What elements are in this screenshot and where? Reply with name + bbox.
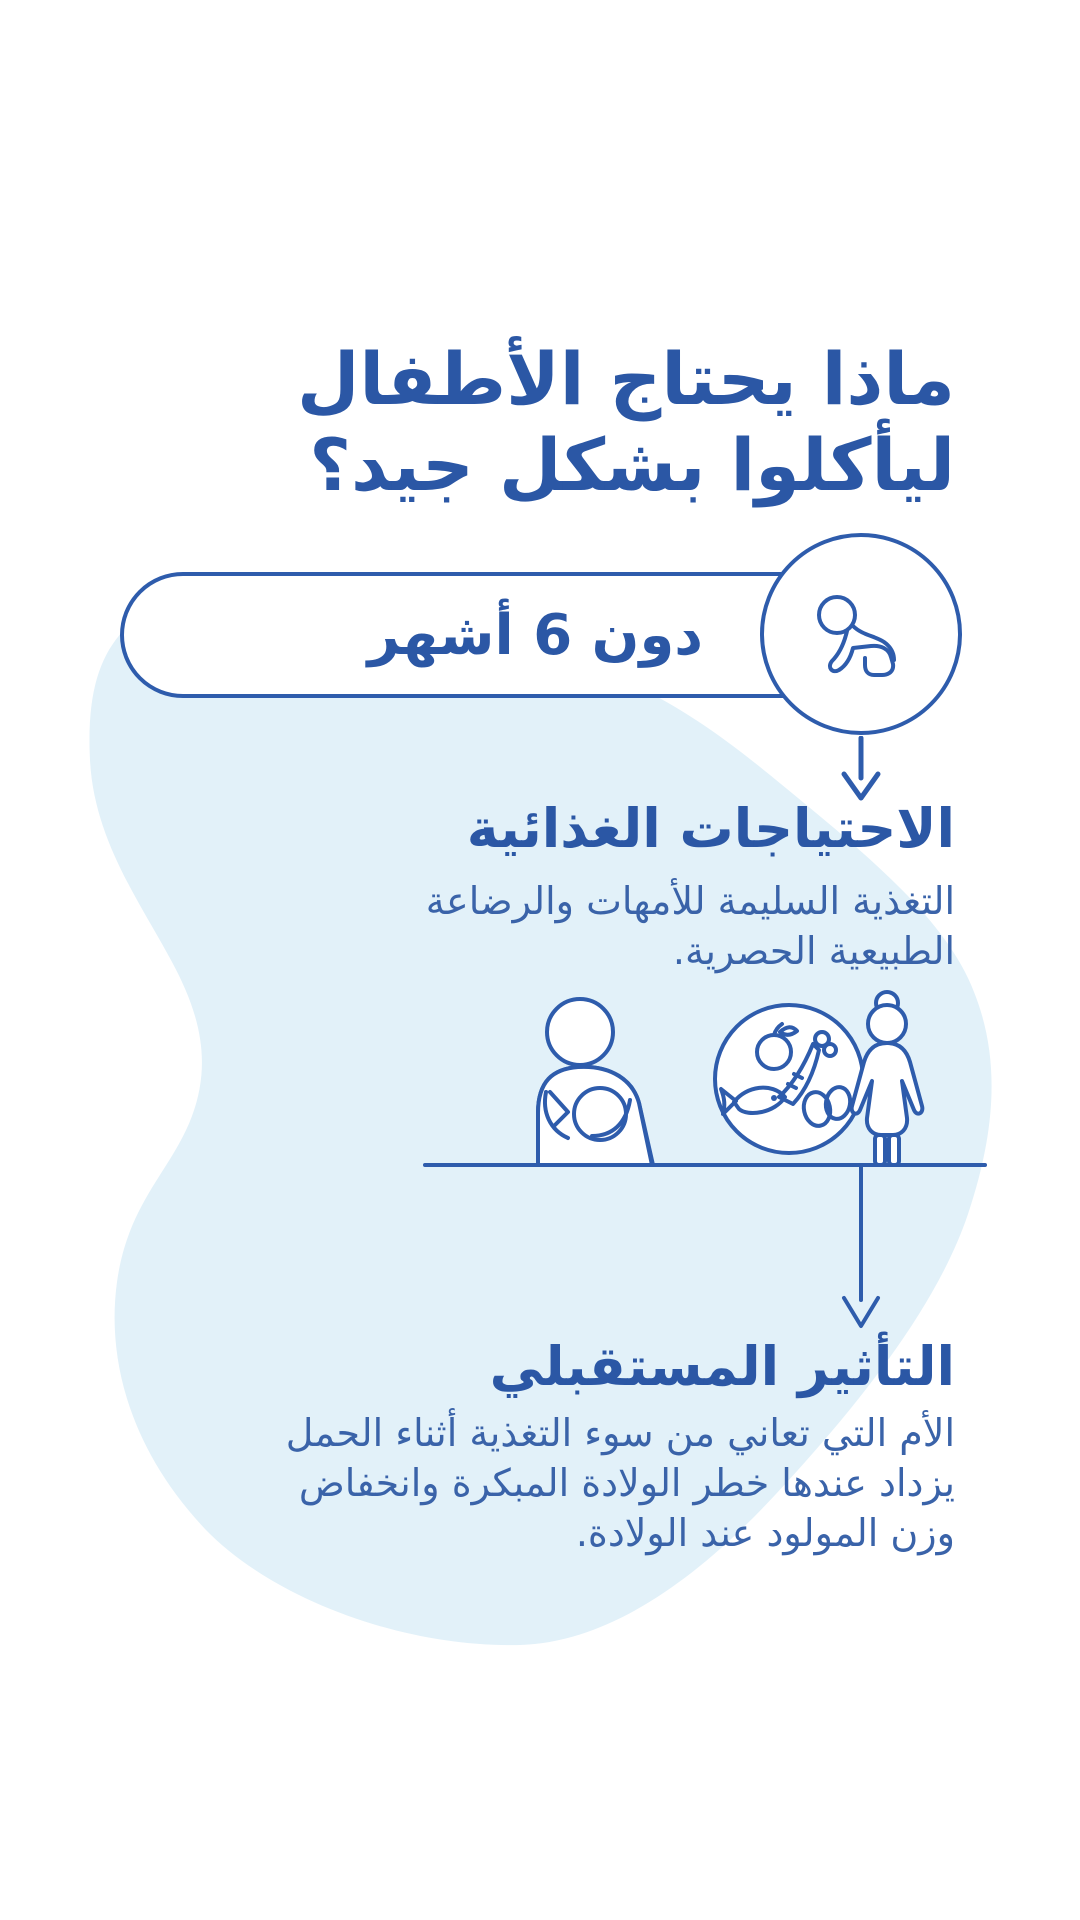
woman-icon	[852, 992, 923, 1165]
section-body-nutritional-needs: التغذية السليمة للأمهات والرضاعة الطبيعية الحصرية.	[425, 879, 955, 973]
age-group-pill	[120, 572, 862, 698]
down-arrow-icon	[844, 1167, 878, 1326]
page-title: ماذا يحتاج الأطفال ليأكلوا بشكل جيد؟	[296, 337, 955, 507]
section-body-future-impact: الأم التي تعاني من سوء التغذية أثناء الحمل يزداد عندها خطر الولادة المبكرة وانخفاض وزن المولود عند الولادة.	[285, 1411, 955, 1555]
food-plate-icon	[715, 1005, 863, 1153]
section-illustration	[0, 960, 1080, 1380]
breastfeeding-mother-icon	[538, 999, 653, 1165]
section-heading-nutritional-needs: الاحتياجات الغذائية	[466, 797, 955, 860]
age-group-circle-badge	[760, 533, 962, 735]
section-heading-future-impact: التأثير المستقبلي	[489, 1335, 955, 1398]
baby-crawling-icon	[781, 554, 941, 714]
age-group-label: دون 6 أشهر	[367, 602, 703, 668]
